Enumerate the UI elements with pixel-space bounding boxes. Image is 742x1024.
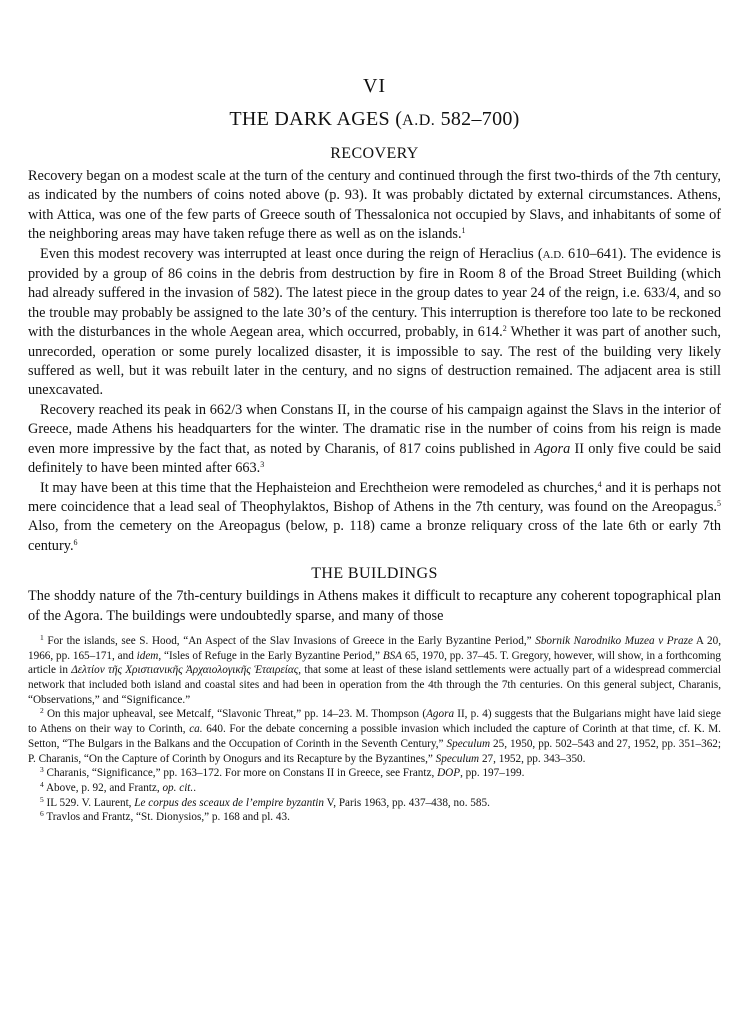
section-heading-buildings: THE BUILDINGS xyxy=(311,565,438,583)
paragraph: Even this modest recovery was interrupted at least once during the reign of Heraclius (A.D. 610–641). The evidence is provided by a group of 86 coins in the debris from destruction by fire in Room 8 of the Broad Street Building (which had already suffered in the invasion of 582). The latest piece in the group dates to year 24 of the reign, i.e. 633/4, and so the trouble may probably be assigned to the late 30’s of the century. This interruption is therefore too late to be reckoned with the disturbances in the whole Aegean area, which occurred, probably, in 614.$^2$ Whether it was part of another such, unrecorded, operation or some purely localized disaster, it is impossible to say. The rest of the building very likely suffered as well, but it was rebuilt later in the century, and no signs of destruction remained. The adjacent area is still unexcavated. xyxy=(28,245,721,399)
chapter-title: THE DARK AGES (A.D. 582–700) xyxy=(229,108,520,130)
footnote: $^4$ Above, p. 92, and Frantz, op. cit.. xyxy=(40,779,197,794)
footnote-ref: 6 xyxy=(73,537,78,547)
footnote: $^1$ For the islands, see S. Hood, “An Aspect of the Slav Invasions of Greece in the Early Byzantine Period,” Sbornik Narodniko Muzea v Praze A 20, 1966, pp. 165–171, and idem, “Isles of Refuge in the Early Byzantine Period,” BSA 65, 1970, pp. 37–45. T. Gregory, however, will show, in a forthcoming article in Δελτίον τῆς Χριστιανικῆς Ἀρχαιολογικῆς Ἑταιρείας, that some at least of these island settlements were actually part of a widespread commercial network that included both island and coastal sites and had been in operation from the 4th through the 7th centuries. On this general subject, Charanis, “Observations,” and “Significance.” xyxy=(28,632,722,706)
footnote: $^3$ Charanis, “Significance,” pp. 163–172. For more on Constans II in Greece, see Frantz, DOP, pp. 197–199. xyxy=(40,765,525,780)
paragraph: Recovery began on a modest scale at the turn of the century and continued through the first two-thirds of the 7th century, as indicated by the numbers of coins noted above (p. 93). It was probably dictated by external circumstances. Athens, with Attica, was one of the few parts of Greece south of Thessalonica not occupied by Slavs, and inhabitants of some of the neighboring areas may have taken refuge there as well as on the islands.$^1$ xyxy=(28,168,721,243)
footnotes xyxy=(28,634,721,825)
paragraph: It may have been at this time that the Hephaisteion and Erechtheion were remodeled as churches,$^4$ and it is perhaps not mere coincidence that a lead seal of Theophylaktos, Bishop of Athens in the 7th century, was found on the Areopagus.$^5$ Also, from the cemetery on the Areopagus (below, p. 118) came a bronze reliquary cross of the late 6th or early 7th century.$^6$ xyxy=(28,479,721,554)
footnote-ref: 3 xyxy=(260,460,265,470)
footnote-ref: 1 xyxy=(461,226,466,236)
footnote: $^5$ IL 529. V. Laurent, Le corpus des sceaux de l’empire byzantin V, Paris 1963, pp. 437–438, no. 585. xyxy=(40,794,490,809)
chapter-number: VI xyxy=(362,75,387,97)
paragraph: The shoddy nature of the 7th-century buildings in Athens makes it difficult to recapture any coherent topographical plan of the Agora. The buildings were undoubtedly sparse, and many of those xyxy=(28,588,721,624)
footnote: $^2$ On this major upheaval, see Metcalf, “Slavonic Threat,” pp. 14–23. M. Thompson (Agora II, p. 4) suggests that the Bulgarians might have laid siege to Athens on their way to Corinth, ca. 640. For the debate concerning a possible invasion which included the capture of Corinth at that time, cf. K. M. Setton, “The Bulgars in the Balkans and the Occupation of Corinth in the Seventh Century,” Speculum 25, 1950, pp. 502–543 and 27, 1952, pp. 351–362; P. Charanis, “On the Capture of Corinth by Onogurs and its Recapture by the Byzantines,” Speculum 27, 1952, pp. 343–350. xyxy=(28,706,721,765)
section-heading-recovery: RECOVERY xyxy=(330,145,419,162)
footnote: $^6$ Travlos and Frantz, “St. Dionysios,” p. 168 and pl. 43. xyxy=(40,809,290,824)
paragraph: Recovery reached its peak in 662/3 when Constans II, in the course of his campaign against the Slavs in the interior of Greece, made Athens his headquarters for the winter. The dramatic rise in the number of coins from his reign is made even more impressive by the fact that, as noted by Charanis, of 817 coins published in Agora II only five could be said definitely to have been minted after 663.$^3$ xyxy=(28,401,721,477)
page xyxy=(28,74,721,825)
footnote-ref: 2 xyxy=(502,324,507,334)
footnote-ref: 4 xyxy=(597,479,602,489)
footnote-ref: 5 xyxy=(717,498,721,508)
